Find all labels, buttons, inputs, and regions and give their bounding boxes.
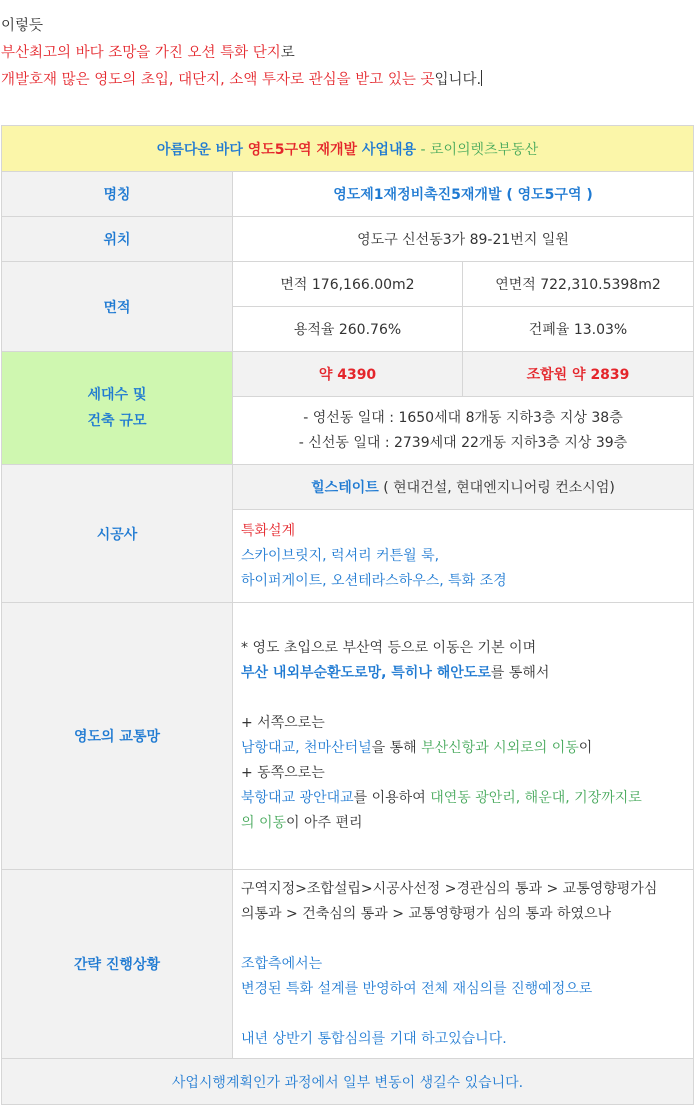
footer-note: 사업시행계획인가 과정에서 일부 변동이 생길수 있습니다. (2, 1059, 694, 1105)
location-row (2, 217, 694, 262)
intro-line-1: 이렇듯 (1, 18, 44, 34)
households-row-1 (2, 352, 694, 397)
footer-row (2, 1059, 694, 1105)
area-row-1 (2, 262, 694, 307)
builder-name: 힐스테이트 ( 현대건설, 현대엔지니어링 컨소시엄) (233, 465, 694, 510)
transport-detail: * 영도 초입으로 부산역 등으로 이동은 기본 이며 부산 내외부순환도로망, 특히나 해안도로를 통해서 + 서쪽으로는 남항대교, 천마산터널을 통해 부산신항과 시외로의 이동이 + 동쪽으로는 북항대교 광안대교를 이용하여 대연동 광안리, 해운대, 기장까지로 의 이동이 아주 편리 (233, 603, 694, 870)
builder-header: 시공사 (2, 465, 233, 603)
building-coverage-ratio: 건폐율 13.03% (463, 307, 694, 352)
members-count: 조합원 약 2839 (463, 352, 694, 397)
households-detail: - 영선동 일대 : 1650세대 8개동 지하3층 지상 38층 - 신선동 일대 : 2739세대 22개동 지하3층 지상 39층 (233, 397, 694, 465)
households-header: 세대수 및 건축 규모 (2, 352, 233, 465)
builder-row-1 (2, 465, 694, 510)
builder-design: 특화설계 스카이브릿지, 럭셔리 커튼월 룩, 하이퍼게이트, 오션테라스하우스, 특화 조경 (233, 510, 694, 603)
households-count: 약 4390 (233, 352, 463, 397)
floor-area-ratio: 용적율 260.76% (233, 307, 463, 352)
name-header: 명칭 (2, 172, 233, 217)
progress-detail: 구역지정>조합설립>시공사선정 >경관심의 통과 > 교통영향평가심 의통과 > 건축심의 통과 > 교통영향평가 심의 통과 하였으나 조합측에서는 변경된 특화 설계를 반영하여 전체 재심의를 진행예정으로 내년 상반기 통합심의를 기대 하고있습니다. (233, 870, 694, 1059)
name-value: 영도제1재정비촉진5재개발 ( 영도5구역 ) (233, 172, 694, 217)
title-row (2, 126, 694, 172)
table-title: 아름다운 바다 영도5구역 재개발 사업내용 - 로이의렛츠부동산 (2, 126, 694, 172)
intro-line-3: 개발호재 많은 영도의 초입, 대단지, 소액 투자로 관심을 받고 있는 곳입니다. (1, 72, 482, 88)
floor-area: 연면적 722,310.5398m2 (463, 262, 694, 307)
transport-row (2, 603, 694, 870)
name-row (2, 172, 694, 217)
location-header: 위치 (2, 217, 233, 262)
project-info-table (1, 125, 694, 1105)
site-area: 면적 176,166.00m2 (233, 262, 463, 307)
transport-header: 영도의 교통망 (2, 603, 233, 870)
intro-line-2: 부산최고의 바다 조망을 가진 오션 특화 단지로 (1, 45, 295, 61)
progress-row (2, 870, 694, 1059)
area-header: 면적 (2, 262, 233, 352)
progress-header: 간략 진행상황 (2, 870, 233, 1059)
text-cursor (481, 70, 482, 86)
location-value: 영도구 신선동3가 89-21번지 일원 (233, 217, 694, 262)
intro-text (0, 13, 482, 94)
